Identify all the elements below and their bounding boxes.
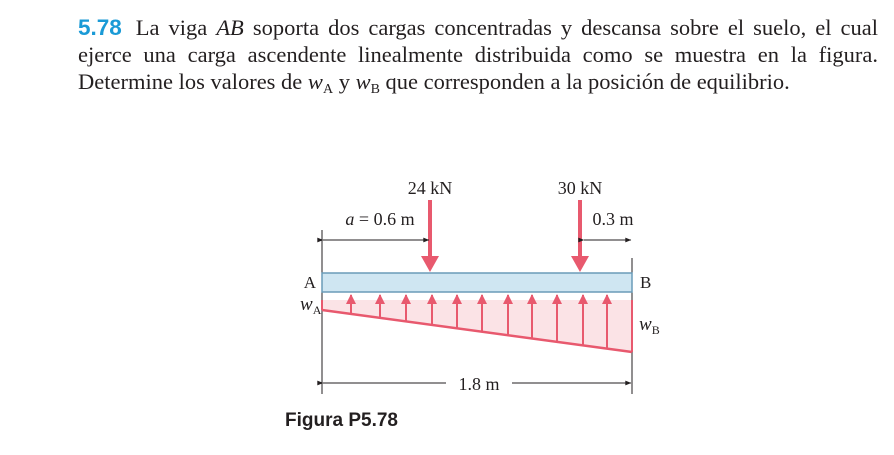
problem-text-segment: AB xyxy=(216,15,244,40)
point-a-label: A xyxy=(303,273,316,292)
wb-label xyxy=(639,314,660,337)
problem-text-segment: A xyxy=(322,82,334,97)
figure-caption: Figura P5.78 xyxy=(285,410,398,431)
point-b-label: B xyxy=(640,273,652,292)
problem-text-segment: soporta dos cargas concentradas y descansa sobre el suelo, el cual ejerce una carga ascendente linealmente distribuida como se muestra en la figura. Determine los valores de xyxy=(78,15,879,94)
load-right-label: 30 kN xyxy=(557,178,603,198)
dimension-a-var: a xyxy=(345,209,355,229)
load-30kn-arrow xyxy=(571,200,589,272)
problem-text-segment: B xyxy=(370,82,380,97)
dimension-a-value: = 0.6 m xyxy=(354,209,415,229)
beam-ab xyxy=(322,273,632,292)
problem-text-segment: w xyxy=(307,69,323,94)
wb-subscript: B xyxy=(651,323,660,337)
problem-text-segment: w xyxy=(355,69,371,94)
dimension-total-label: 1.8 m xyxy=(458,374,500,394)
problem-text-segment: y xyxy=(333,69,356,94)
load-left-label: 24 kN xyxy=(407,178,453,198)
problem-text-segment: que corresponden a la posición de equilibrio. xyxy=(379,69,790,94)
problem-text-segment: La viga xyxy=(135,15,217,40)
wa-label xyxy=(300,294,322,317)
dimension-right-label: 0.3 m xyxy=(592,209,634,229)
dimension-a-label xyxy=(345,209,414,229)
wb-letter: w xyxy=(639,314,652,335)
wa-subscript: A xyxy=(312,303,322,317)
wa-letter: w xyxy=(300,294,313,315)
load-24kn-arrow xyxy=(421,200,439,272)
problem-number: 5.78 xyxy=(78,15,122,40)
distributed-load-area xyxy=(322,300,632,352)
